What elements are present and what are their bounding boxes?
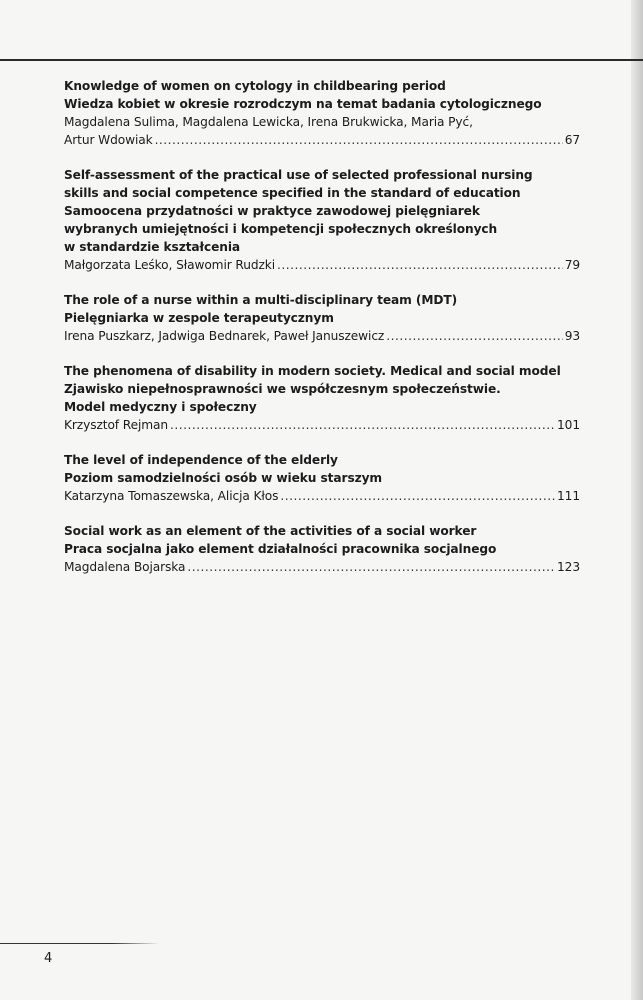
toc-entry[interactable]: [64, 291, 580, 345]
table-of-contents: [64, 77, 580, 593]
entry-page-number: 79: [564, 258, 580, 272]
entry-authors-line: [64, 487, 580, 505]
toc-entry[interactable]: [64, 451, 580, 505]
entry-title: Praca socjalna jako element działalności pracownika socjalnego: [64, 542, 497, 556]
entry-authors: Artur Wdowiak: [64, 133, 153, 147]
entry-authors: Katarzyna Tomaszewska, Alicja Kłos: [64, 489, 279, 503]
entry-title: Wiedza kobiet w okresie rozrodczym na temat badania cytologicznego: [64, 97, 542, 111]
entry-authors-line: [64, 558, 580, 576]
dot-leader: [386, 327, 562, 345]
entry-authors-line: [64, 113, 580, 131]
dot-leader: [155, 131, 563, 149]
entry-title: Samoocena przydatności w praktyce zawodowej pielęgniarek: [64, 204, 480, 218]
dot-leader: [277, 256, 563, 274]
bottom-rule: [0, 943, 160, 944]
entry-authors-line: [64, 131, 580, 149]
entry-title: Pielęgniarka w zespole terapeutycznym: [64, 311, 334, 325]
entry-title: The level of independence of the elderly: [64, 453, 338, 467]
entry-authors-line: [64, 256, 580, 274]
entry-page-number: 67: [564, 133, 580, 147]
entry-title: The role of a nurse within a multi-disciplinary team (MDT): [64, 293, 458, 307]
toc-entry[interactable]: [64, 166, 580, 274]
entry-title: Zjawisko niepełnosprawności we współczesnym społeczeństwie.: [64, 382, 501, 396]
entry-title: skills and social competence specified in the standard of education: [64, 186, 521, 200]
entry-title: wybranych umiejętności i kompetencji społecznych określonych: [64, 222, 498, 236]
entry-authors-line: [64, 416, 580, 434]
entry-page-number: 93: [564, 329, 580, 343]
entry-authors: Krzysztof Rejman: [64, 418, 169, 432]
dot-leader: [187, 558, 555, 576]
entry-page-number: 111: [557, 489, 580, 503]
entry-title: Model medyczny i społeczny: [64, 400, 257, 414]
entry-authors: Irena Puszkarz, Jadwiga Bednarek, Paweł Januszewicz: [64, 329, 385, 343]
entry-page-number: 101: [557, 418, 580, 432]
entry-authors-line: [64, 327, 580, 345]
page-number: 4: [44, 951, 53, 966]
entry-authors: Magdalena Bojarska: [64, 560, 186, 574]
toc-entry[interactable]: [64, 522, 580, 576]
entry-authors: Magdalena Sulima, Magdalena Lewicka, Irena Brukwicka, Maria Pyć,: [64, 115, 473, 129]
entry-title: w standardzie kształcenia: [64, 240, 241, 254]
dot-leader: [280, 487, 555, 505]
entry-authors: Małgorzata Leśko, Sławomir Rudzki: [64, 258, 276, 272]
dot-leader: [170, 416, 555, 434]
toc-entry[interactable]: [64, 77, 580, 149]
toc-entry[interactable]: [64, 362, 580, 434]
top-rule: [0, 59, 643, 61]
page-edge-shadow: [631, 0, 643, 1000]
entry-title: The phenomena of disability in modern society. Medical and social model: [64, 364, 561, 378]
entry-title: Social work as an element of the activities of a social worker: [64, 524, 477, 538]
entry-title: Poziom samodzielności osób w wieku starszym: [64, 471, 383, 485]
entry-page-number: 123: [557, 560, 580, 574]
entry-title: Knowledge of women on cytology in childbearing period: [64, 79, 446, 93]
entry-title: Self-assessment of the practical use of selected professional nursing: [64, 168, 533, 182]
